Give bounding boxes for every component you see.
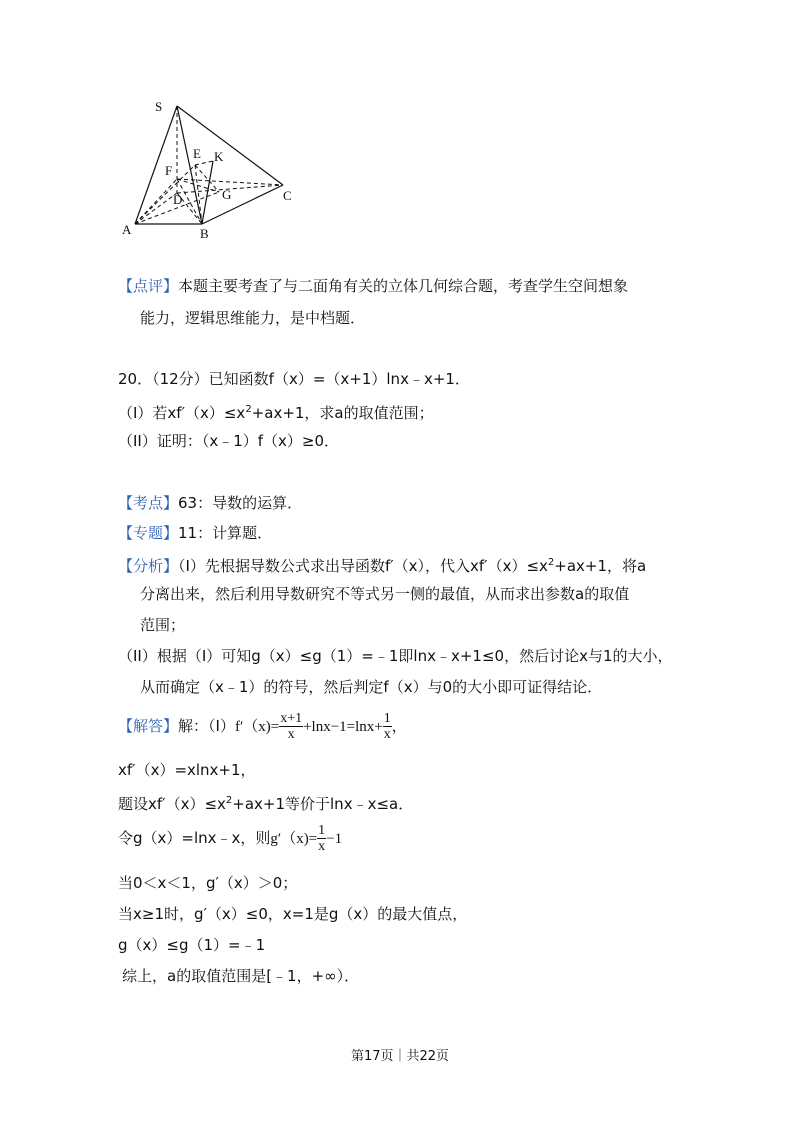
fenxi-text-2: 分离出来，然后利用导数研究不等式另一侧的最值，从而求出参数a的取值 [140, 585, 630, 603]
jieda-text-l2b: +ax+1等价于lnx﹣x≤a． [232, 795, 414, 813]
fraction-2-den: x [383, 727, 391, 742]
fraction-2-num: 1 [383, 711, 391, 726]
label-k: K [214, 149, 224, 164]
pyramid-figure [115, 95, 305, 245]
fenxi-line-2 [140, 584, 629, 604]
fenxi-sup: 2 [547, 557, 555, 568]
part1-suffix: +ax+1，求a的取值范围； [251, 404, 434, 422]
fenxi-text-4: （II）根据（I）可知g（x）≤g（1）=﹣1即lnx﹣x+1≤0，然后讨论x与1的大小， [118, 647, 673, 665]
jieda-text-l7: 综上，a的取值范围是[﹣1，+∞）． [122, 967, 360, 985]
label-a: A [122, 222, 132, 237]
jieda-line-2 [118, 760, 256, 780]
kaodian-text: 63：导数的运算． [178, 494, 303, 512]
fenxi-text-3: 范围； [140, 616, 186, 634]
formula-lhs: f′（x)= [234, 719, 280, 735]
zhuanti-text: 11：计算题． [178, 524, 273, 542]
jieda-text-l3a: 令g（x）=lnx﹣x，则 [118, 829, 271, 847]
kaodian-tag: 【考点】 [118, 494, 179, 512]
fraction-2 [383, 711, 392, 742]
problem-title-text: 20．（12分）已知函数f（x）=（x+1）lnx﹣x+1． [118, 370, 470, 388]
fraction-3-den: x [318, 839, 326, 854]
problem-title [118, 369, 470, 389]
zhuanti-tag: 【专题】 [118, 524, 179, 542]
label-d: D [173, 192, 183, 207]
edge-ad [135, 193, 177, 224]
formula-end: ， [391, 717, 407, 735]
jieda-text-l4: 当0＜x＜1，g′（x）＞0； [118, 874, 298, 892]
jieda-line-6 [118, 904, 467, 924]
fraction-3-num: 1 [318, 823, 326, 838]
jieda-text-l3-end: −1 [326, 831, 343, 847]
review-line-2 [140, 308, 365, 328]
page-footer: 第17页｜共22页 [350, 1049, 450, 1064]
review-text-2: 能力，逻辑思维能力，是中档题． [140, 309, 366, 327]
part1-prefix: （I）若xf′（x）≤x [118, 404, 246, 422]
jieda-line-5 [118, 873, 297, 893]
part2-text: （II）证明：（x﹣1）f（x）≥0． [118, 432, 340, 450]
jieda-text-l6: g（x）≤g（1）=﹣1 [118, 936, 266, 954]
review-tag: 【点评】 [118, 277, 179, 295]
label-b: B [200, 226, 209, 241]
jieda-tag: 【解答】 [118, 717, 179, 735]
edge-af [135, 179, 177, 224]
fenxi-line-1 [118, 553, 646, 576]
fenxi-tag: 【分析】 [118, 557, 179, 575]
label-c: C [283, 188, 292, 203]
fenxi-text-1a: （I）先根据导数公式求出导函数f′（x），代入xf′（x）≤x [178, 557, 548, 575]
jieda-line-7 [118, 935, 265, 955]
jieda-line-8 [122, 966, 359, 986]
label-g: G [222, 187, 232, 202]
jieda-line-3 [118, 791, 413, 814]
jieda-intro: 解：（I） [178, 717, 235, 735]
label-f: F [165, 163, 173, 178]
part1-sup: 2 [245, 404, 252, 415]
jieda-text-l1: xf′（x）=xlnx+1， [118, 761, 256, 779]
fenxi-text-5: 从而确定（x﹣1）的符号，然后判定f（x）与0的大小即可证得结论． [140, 678, 603, 696]
fenxi-line-4 [118, 646, 673, 666]
edge-ek [195, 161, 213, 165]
label-e: E [193, 146, 201, 161]
jieda-sup: 2 [225, 795, 233, 806]
edge-bk [202, 161, 213, 224]
fraction-1 [279, 711, 303, 742]
kaodian-line [118, 493, 302, 513]
fraction-1-num: x+1 [280, 711, 303, 726]
jieda-text-l2a: 题设xf′（x）≤x [118, 795, 226, 813]
fenxi-line-5 [140, 677, 602, 697]
zhuanti-line [118, 523, 272, 543]
fenxi-line-3 [140, 615, 185, 635]
review-text-1: 本题主要考查了与二面角有关的立体几何综合题，考查学生空间想象 [178, 277, 629, 295]
review-line-1 [118, 276, 628, 296]
jieda-line-4 [118, 820, 342, 860]
fraction-1-den: x [287, 727, 295, 742]
problem-part-2 [118, 431, 339, 451]
label-s: S [155, 99, 163, 114]
jieda-formula-g: g′（x)= [270, 831, 318, 847]
problem-part-1 [118, 400, 434, 423]
jieda-text-l5: 当x≥1时，g′（x）≤0，x=1是g（x）的最大值点， [118, 905, 468, 923]
jieda-line-1 [118, 708, 407, 748]
fenxi-text-1b: +ax+1，将a [554, 557, 647, 575]
formula-mid: +lnx−1=lnx+ [303, 719, 383, 735]
fraction-3 [317, 823, 326, 854]
